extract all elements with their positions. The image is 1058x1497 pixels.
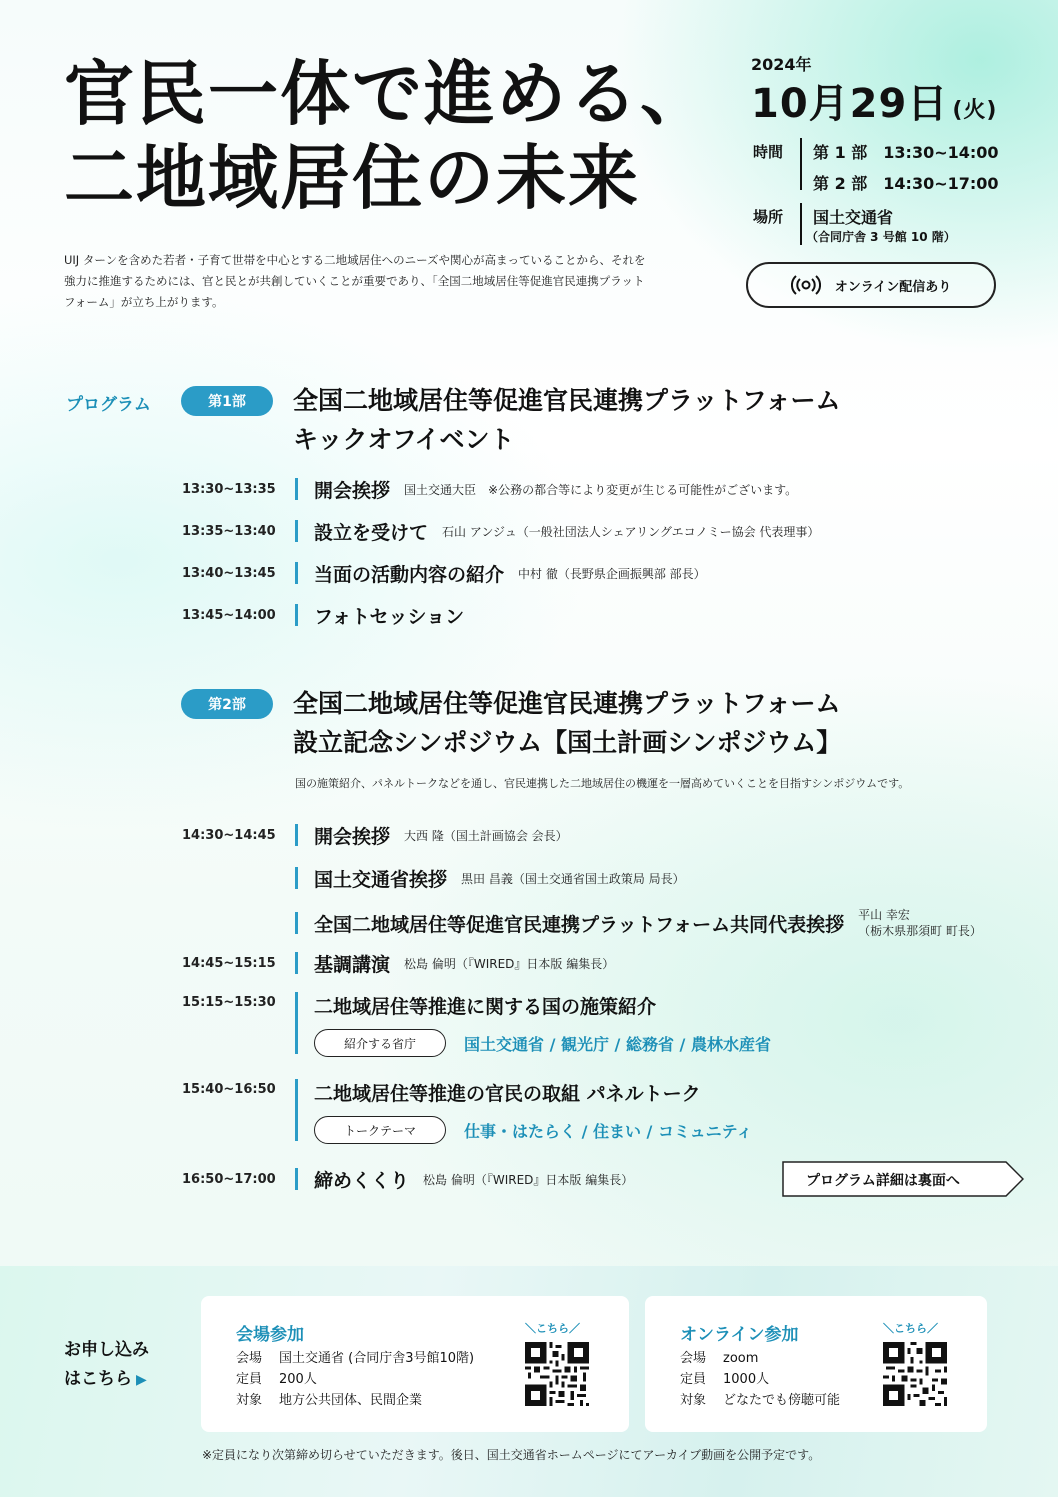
row-content (295, 867, 685, 889)
lead-line-2: 強力に推進するためには、官と民とが共創していくことが重要であり、「全国二地域居住等促進官民連携プラット (64, 274, 645, 288)
venue-row (236, 1348, 474, 1369)
part1-title-line-2: キックオフイベント (293, 425, 515, 454)
page-title (64, 52, 712, 220)
apply-line-1: お申し込み (64, 1340, 149, 1360)
row-value: どなたでも傍聴可能 (723, 1393, 841, 1408)
row-title: フォトセッション (314, 605, 465, 628)
row-title: 二地域居住等推進に関する国の施策紹介 (314, 996, 657, 1018)
lead-text (64, 250, 704, 313)
row-sub: 大西 隆（国土計画協会 会長） (404, 828, 568, 843)
online-card-title: オンライン参加 (680, 1325, 799, 1345)
time-part2: 第 2 部 14:30~17:00 (813, 174, 999, 193)
row-content (295, 1168, 633, 1190)
schedule-row (182, 1079, 1042, 1145)
venue-row (236, 1390, 474, 1411)
row-sub: 石山 アンジュ（一般社団法人シェアリングエコノミー協会 代表理事） (442, 524, 820, 539)
online-card (645, 1296, 987, 1432)
row-time: 15:15~15:30 (182, 995, 276, 1010)
online-badge (746, 262, 996, 308)
qr-code-icon[interactable] (525, 1342, 589, 1406)
row-detail (314, 1029, 771, 1057)
online-label: オンライン配信あり (834, 279, 952, 295)
row-key: 会場 (680, 1351, 707, 1366)
part2-description: 国の施策紹介、パネルトークなどを通し、官民連携した二地域居住の機運を一層高めていくことを目指すシンポジウムです。 (295, 777, 910, 790)
part2-title-line-1: 全国二地域居住等促進官民連携プラットフォーム (293, 689, 841, 718)
row-value: 国土交通省 (合同庁舎3号館10階) (279, 1351, 475, 1366)
row-value: zoom (723, 1351, 759, 1366)
apply-line-2 (64, 1365, 149, 1395)
lead-line-3: フォーム」が立ち上がります。 (64, 295, 224, 309)
schedule-row (182, 1166, 782, 1192)
footer-note: ※定員になり次第締め切らせていただきます。後日、国土交通省ホームページにてアーカイブ動画を公開予定です。 (202, 1448, 821, 1462)
row-content (295, 992, 771, 1054)
row-key: 対象 (236, 1393, 263, 1408)
row-time: 13:45~14:00 (182, 607, 276, 623)
part2-badge: 第2部 (181, 689, 273, 719)
row-sub (858, 907, 982, 939)
row-title: 開会挨拶 (314, 825, 391, 848)
row-title: 設立を受けて (314, 521, 429, 544)
part1-title (293, 381, 841, 459)
row-time: 15:40~16:50 (182, 1082, 276, 1097)
event-date-value: 10月29日 (751, 81, 949, 127)
event-year: 2024年 (751, 55, 812, 74)
row-sub: 黒田 昌義（国土交通省国土政策局 局長） (461, 871, 685, 886)
schedule-row (182, 518, 1042, 544)
venue-row (236, 1369, 474, 1390)
row-content (295, 1079, 752, 1141)
online-card-rows (680, 1348, 840, 1411)
row-content (295, 604, 464, 626)
part1-title-line-1: 全国二地域居住等促進官民連携プラットフォーム (293, 386, 841, 415)
schedule-row (182, 602, 1042, 628)
part1-badge: 第1部 (181, 386, 273, 416)
online-row (680, 1390, 840, 1411)
row-sub-line-2: （栃木県那須町 町長） (858, 924, 982, 938)
online-qr-label: ＼こちら／ (883, 1322, 938, 1335)
row-title: 基調講演 (314, 953, 391, 976)
part2-title-line-2: 設立記念シンポジウム【国土計画シンポジウム】 (293, 728, 842, 757)
row-sub: 松島 倫明（『WIRED』日本版 編集長） (423, 1172, 634, 1187)
row-title: 当面の活動内容の紹介 (314, 563, 505, 586)
title-line-1: 官民一体で進める、 (64, 53, 712, 135)
venue-qr-label: ＼こちら／ (525, 1322, 580, 1335)
row-time: 13:30~13:35 (182, 481, 276, 497)
place-name: 国土交通省 (813, 208, 894, 227)
row-title: 二地域居住等推進の官民の取組 パネルトーク (314, 1083, 701, 1105)
place-divider (800, 203, 802, 245)
play-arrow-icon: ▶ (136, 1372, 147, 1388)
row-sub: 松島 倫明（『WIRED』日本版 編集長） (404, 956, 615, 971)
schedule-row (182, 950, 1042, 976)
place-label: 場所 (753, 208, 784, 226)
row-content (295, 478, 797, 500)
row-key: 会場 (236, 1351, 263, 1366)
row-time: 13:40~13:45 (182, 565, 276, 581)
row-content (295, 952, 614, 974)
schedule-row (182, 865, 1042, 891)
row-title: 締めくくり (314, 1169, 410, 1192)
schedule-row (182, 992, 1042, 1058)
schedule-row (182, 560, 1042, 586)
schedule-row (182, 476, 1042, 502)
row-content (295, 562, 706, 584)
place-detail: （合同庁舎 3 号館 10 階） (806, 230, 956, 244)
row-time: 13:35~13:40 (182, 523, 276, 539)
row-time: 14:45~15:15 (182, 955, 276, 971)
event-date (751, 72, 997, 129)
time-divider (800, 138, 802, 190)
apply-line-2-text: はこちら (64, 1369, 132, 1389)
venue-card (201, 1296, 629, 1432)
row-key: 対象 (680, 1393, 707, 1408)
row-key: 定員 (236, 1372, 263, 1387)
row-time: 16:50~17:00 (182, 1171, 276, 1187)
lead-line-1: UIJ ターンを含めた若者・子育て世帯を中心とする二地域居住へのニーズや関心が高まっていることから、それを (64, 253, 646, 267)
apply-heading (64, 1336, 149, 1395)
schedule-row (182, 822, 1042, 848)
schedule-row (182, 906, 1042, 940)
row-detail (314, 1116, 752, 1144)
row-value: 200人 (279, 1372, 317, 1387)
time-label: 時間 (753, 143, 784, 161)
row-value: 地方公共団体、民間企業 (279, 1393, 423, 1408)
program-label: プログラム (66, 395, 151, 415)
row-list: 仕事・はたらく / 住まい / コミュニティ (464, 1121, 753, 1141)
online-row (680, 1348, 840, 1369)
row-title: 国土交通省挨拶 (314, 868, 448, 891)
qr-code-icon[interactable] (883, 1342, 947, 1406)
time-part1: 第 1 部 13:30~14:00 (813, 143, 999, 162)
row-pill: 紹介する省庁 (314, 1029, 446, 1057)
event-weekday: (火) (952, 98, 998, 123)
online-row (680, 1369, 840, 1390)
row-title: 開会挨拶 (314, 479, 391, 502)
row-content (295, 824, 568, 846)
row-time: 14:30~14:45 (182, 827, 276, 843)
row-key: 定員 (680, 1372, 707, 1387)
row-title: 全国二地域居住等促進官民連携プラットフォーム共同代表挨拶 (314, 913, 845, 936)
row-value: 1000人 (723, 1372, 770, 1387)
program-detail-label: プログラム詳細は裏面へ (806, 1173, 960, 1189)
row-list: 国土交通省 / 観光庁 / 総務省 / 農林水産省 (464, 1034, 771, 1054)
row-sub: 国土交通大臣 ※公務の都合等により変更が生じる可能性がございます。 (404, 482, 798, 497)
row-pill: トークテーマ (314, 1116, 446, 1144)
broadcast-icon (791, 274, 821, 296)
title-line-2: 二地域居住の未来 (64, 137, 640, 219)
row-content (295, 520, 819, 542)
venue-card-title: 会場参加 (236, 1325, 304, 1345)
program-detail-button[interactable] (782, 1161, 1024, 1197)
venue-card-rows (236, 1348, 474, 1411)
row-sub-line-1: 平山 幸宏 (858, 908, 910, 922)
row-sub: 中村 徹（長野県企画振興部 部長） (518, 566, 706, 581)
row-content (295, 908, 982, 938)
part2-title (293, 684, 841, 762)
